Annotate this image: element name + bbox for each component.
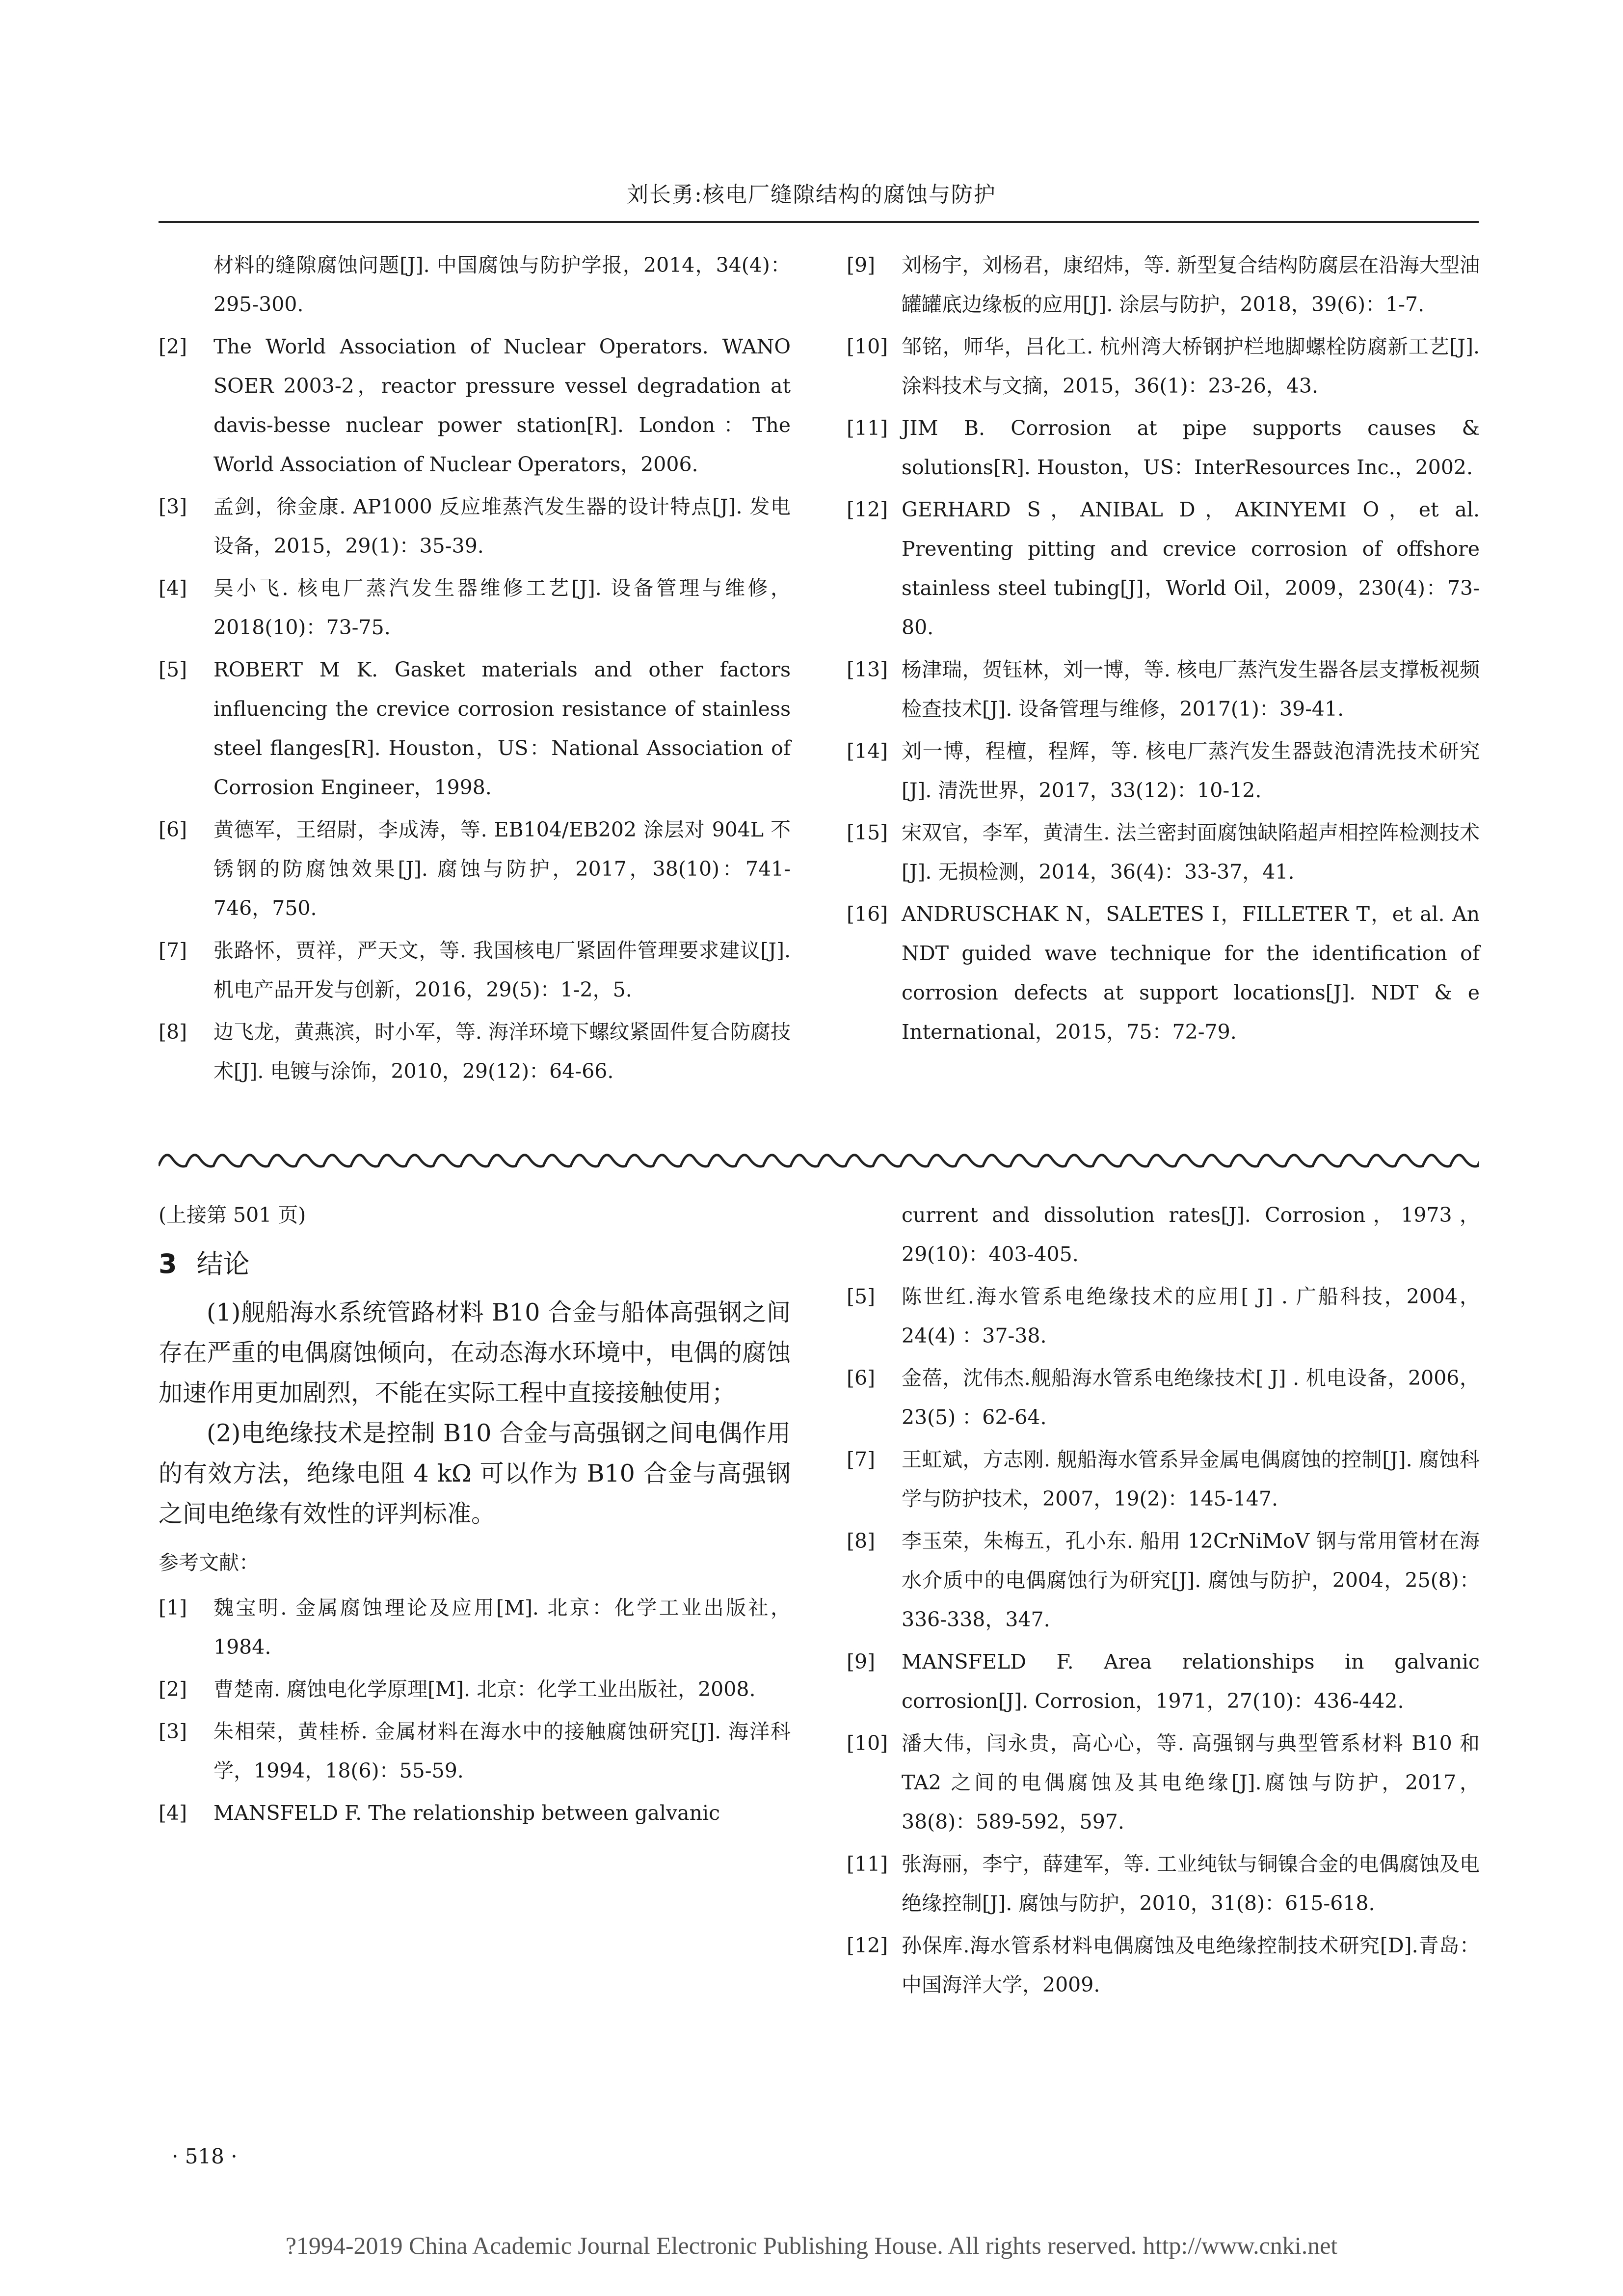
reference-item: [3] 朱相荣，黄桂桥. 金属材料在海水中的接触腐蚀研究[J]. 海洋科学，1994，18(6)：55-59. [159, 1720, 791, 1783]
reference-item: [11] 张海丽，李宁，薛建军，等. 工业纯钛与铜镍合金的电偶腐蚀及电绝缘控制[J]. 腐蚀与防护，2010，31(8)：615-618. [847, 1852, 1480, 1915]
references-heading: 参考文献： [159, 1551, 259, 1574]
reference-item: [2] The World Association of Nuclear Operators. WANO SOER 2003-2，reactor pressure vessel degradation at davis-besse nuclear power station[R]. London：The World Association of Nuclear Operators，2006. [159, 335, 791, 476]
reference-item: [11] JIM B. Corrosion at pipe supports causes & solutions[R]. Houston，US：InterResources Inc.，2002. [847, 416, 1480, 479]
reference-item: 材料的缝隙腐蚀问题[J]. 中国腐蚀与防护学报，2014，34(4)：295-300. [213, 253, 791, 316]
conclusion-paragraph: (1)舰船海水系统管路材料 B10 合金与船体高强钢之间存在严重的电偶腐蚀倾向，在动态海水环境中，电偶的腐蚀加速作用更加剧烈，不能在实际工程中直接接触使用； [159, 1298, 791, 1407]
reference-item: [5] ROBERT M K. Gasket materials and other factors influencing the crevice corrosion resistance of stainless steel flanges[R]. Houston，US：National Association of Corrosion Engineer，1998. [159, 658, 791, 799]
reference-item: [9] MANSFELD F. Area relationships in galvanic corrosion[J]. Corrosion，1971，27(10)：436-442. [847, 1650, 1480, 1713]
reference-item: [13] 杨津瑞，贺钰林，刘一博，等. 核电厂蒸汽发生器各层支撑板视频检查技术[J]. 设备管理与维修，2017(1)：39-41. [847, 658, 1480, 721]
reference-item: [12] GERHARD S，ANIBAL D，AKINYEMI O，et al. Preventing pitting and crevice corrosion of offshore stainless steel tubing[J]，World Oil，2009，230(4)：73-80. [847, 498, 1480, 639]
reference-item: [8] 边飞龙，黄燕滨，时小军，等. 海洋环境下螺纹紧固件复合防腐技术[J]. 电镀与涂饰，2010，29(12)：64-66. [159, 1020, 791, 1083]
bottom-left-column [159, 1195, 791, 1836]
reference-item: [15] 宋双官，李军，黄清生. 法兰密封面腐蚀缺陷超声相控阵检测技术[J]. 无损检测，2014，36(4)：33-37，41. [847, 821, 1480, 884]
reference-item: [4] MANSFELD F. The relationship between galvanic [159, 1801, 720, 1825]
reference-item: [2] 曹楚南. 腐蚀电化学原理[M]. 北京：化学工业出版社，2008. [159, 1677, 756, 1701]
reference-item: [6] 金蓓，沈伟杰.舰船海水管系电绝缘技术[ J] . 机电设备，2006，23(5) ：62-64. [847, 1366, 1480, 1429]
continued-note: (上接第 501 页) [159, 1203, 306, 1227]
header-rule [159, 221, 1479, 223]
section-heading: 3 结论 [159, 1248, 250, 1279]
page-number: · 518 · [172, 2144, 238, 2168]
reference-item: [5] 陈世红.海水管系电绝缘技术的应用[ J] . 广船科技，2004，24(4) ：37-38. [847, 1285, 1480, 1348]
reference-item: [7] 王虹斌，方志刚. 舰船海水管系异金属电偶腐蚀的控制[J]. 腐蚀科学与防护技术，2007，19(2)：145-147. [847, 1448, 1480, 1511]
running-header: 刘长勇:核电厂缝隙结构的腐蚀与防护 [627, 182, 996, 207]
reference-item: current and dissolution rates[J]. Corrosion，1973，29(10)：403-405. [902, 1203, 1480, 1266]
reference-item: [9] 刘杨宇，刘杨君，康绍炜，等. 新型复合结构防腐层在沿海大型油罐罐底边缘板的应用[J]. 涂层与防护，2018，39(6)：1-7. [847, 253, 1480, 316]
bottom-right-reference-column [847, 1195, 1480, 2007]
reference-item: [3] 孟剑，徐金康. AP1000 反应堆蒸汽发生器的设计特点[J]. 发电设备，2015，29(1)：35-39. [159, 495, 791, 558]
top-left-reference-column [159, 245, 791, 1094]
reference-item: [4] 吴小飞. 核电厂蒸汽发生器维修工艺[J]. 设备管理与维修，2018(10)：73-75. [159, 576, 791, 639]
reference-item: [1] 魏宝明. 金属腐蚀理论及应用[M]. 北京：化学工业出版社，1984. [159, 1596, 791, 1659]
reference-item: [16] ANDRUSCHAK N，SALETES I，FILLETER T，et al. An NDT guided wave technique for the identification of corrosion defects at support locations[J]. NDT & e International，2015，75：72-79. [847, 902, 1480, 1044]
copyright-line: ?1994-2019 China Academic Journal Electronic Publishing House. All rights reserved. http://www.cnki.net [285, 2232, 1338, 2259]
reference-item: [12] 孙保库.海水管系材料电偶腐蚀及电绝缘控制技术研究[D].青岛：中国海洋大学，2009. [847, 1934, 1480, 1997]
conclusion-paragraph: (2)电绝缘技术是控制 B10 合金与高强钢之间电偶作用的有效方法，绝缘电阻 4 kΩ 可以作为 B10 合金与高强钢之间电绝缘有效性的评判标准。 [159, 1419, 791, 1528]
reference-item: [14] 刘一博，程檀，程辉，等. 核电厂蒸汽发生器鼓泡清洗技术研究[J]. 清洗世界，2017，33(12)：10-12. [847, 739, 1480, 802]
reference-item: [10] 潘大伟，闫永贵，高心心，等. 高强钢与典型管系材料 B10 和 TA2 之间的电偶腐蚀及其电绝缘[J].腐蚀与防护，2017，38(8)：589-592，597. [847, 1731, 1480, 1834]
wave-divider [159, 1146, 1479, 1171]
top-right-reference-column [847, 245, 1480, 1054]
reference-item: [7] 张路怀，贾祥，严天文，等. 我国核电厂紧固件管理要求建议[J]. 机电产品开发与创新，2016，29(5)：1-2，5. [159, 939, 791, 1001]
reference-item: [8] 李玉荣，朱梅五，孔小东. 船用 12CrNiMoV 钢与常用管材在海水介质中的电偶腐蚀行为研究[J]. 腐蚀与防护，2004，25(8)：336-338，347. [847, 1529, 1480, 1631]
reference-item: [10] 邹铭，师华，吕化工. 杭州湾大桥钢护栏地脚螺栓防腐新工艺[J]. 涂料技术与文摘，2015，36(1)：23-26，43. [847, 335, 1480, 398]
reference-item: [6] 黄德军，王绍尉，李成涛，等. EB104/EB202 涂层对 904L 不锈钢的防腐蚀效果[J]. 腐蚀与防护，2017，38(10)：741-746，750. [159, 818, 791, 920]
